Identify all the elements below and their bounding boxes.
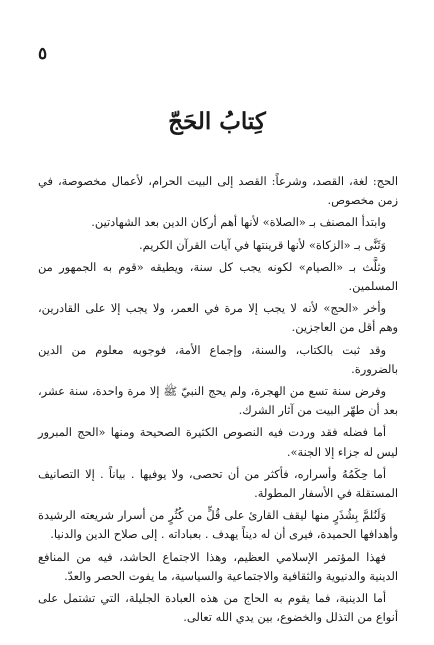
paragraph: وأخر «الحج» لأنه لا يجب إلا مرة في العمر، ولا يجب إلا على القادرين، وهم أقل من العاجزين.	[38, 301, 398, 335]
paragraph: أما حِكَمُهُ وأسراره، فأكثر من أن تحصى، ولا يوفيها . بياناً . إلا التصانيف المستقلة في الأسفار المطولة.	[38, 466, 398, 501]
body-text	[38, 172, 398, 630]
paragraph: وقد ثبت بالكتاب، والسنة، وإجماع الأمة، فوجوبه معلوم من الدين بالضرورة.	[38, 342, 398, 376]
paragraph: الحج: لغة، القصد، وشرعاً: القصد إلى البيت الحرام، لأعمال مخصوصة، في زمن مخصوص.	[38, 174, 398, 208]
page-number: ٥	[38, 44, 48, 64]
paragraph: فهذا المؤتمر الإسلامي العظيم، وهذا الاجتماع الحاشد، فيه من المنافع الدينية والدنيوية والثقافية والاجتماعية والسياسية، ما يفوت الحصر والعدّ.	[38, 549, 398, 583]
chapter-title: كِتابُ الحَجّ	[168, 108, 266, 135]
paragraph: وفرض سنة تسع من الهجرة، ولم يحج النبيّ ﷺ إلا مرة واحدة، سنة عشر، بعد أن طهّر البيت من آثار الشرك.	[38, 384, 398, 418]
paragraph: وثلَّث بـ «الصيام» لكونه يجب كل سنة، ويطيقه «قوم به الجمهور من المسلمين.	[38, 259, 398, 294]
paragraph: أما الدينية، فما يقوم به الحاج من هذه العبادة الجليلة، التي تشتمل على أنواع من التذلل والخضوع، بين يدي الله تعالى.	[38, 591, 398, 625]
paragraph: وَثَنَّى بـ «الزكاة» لأنها قرينتها في آيات القرآن الكريم.	[139, 237, 386, 252]
paragraph: وَلَنُلمَّ بِشُذَرٍ منها ليقف القارئ على قُلٍّ من كُثُرٍ من أسرار شريعته الرشيدة وأهدافها الحميدة، فيرى أن له ديناً يهدف . بعباداته . إلى صلاح الدين والدنيا.	[38, 508, 398, 542]
paragraph: أما فضله فقد وردت فيه النصوص الكثيرة الصحيحة ومنها «الحج المبرور ليس له جزاء إلا الجنة».	[38, 425, 398, 459]
paragraph: وابتدأ المصنف بـ «الصلاة» لأنها أهم أركان الدين بعد الشهادتين.	[91, 215, 386, 230]
